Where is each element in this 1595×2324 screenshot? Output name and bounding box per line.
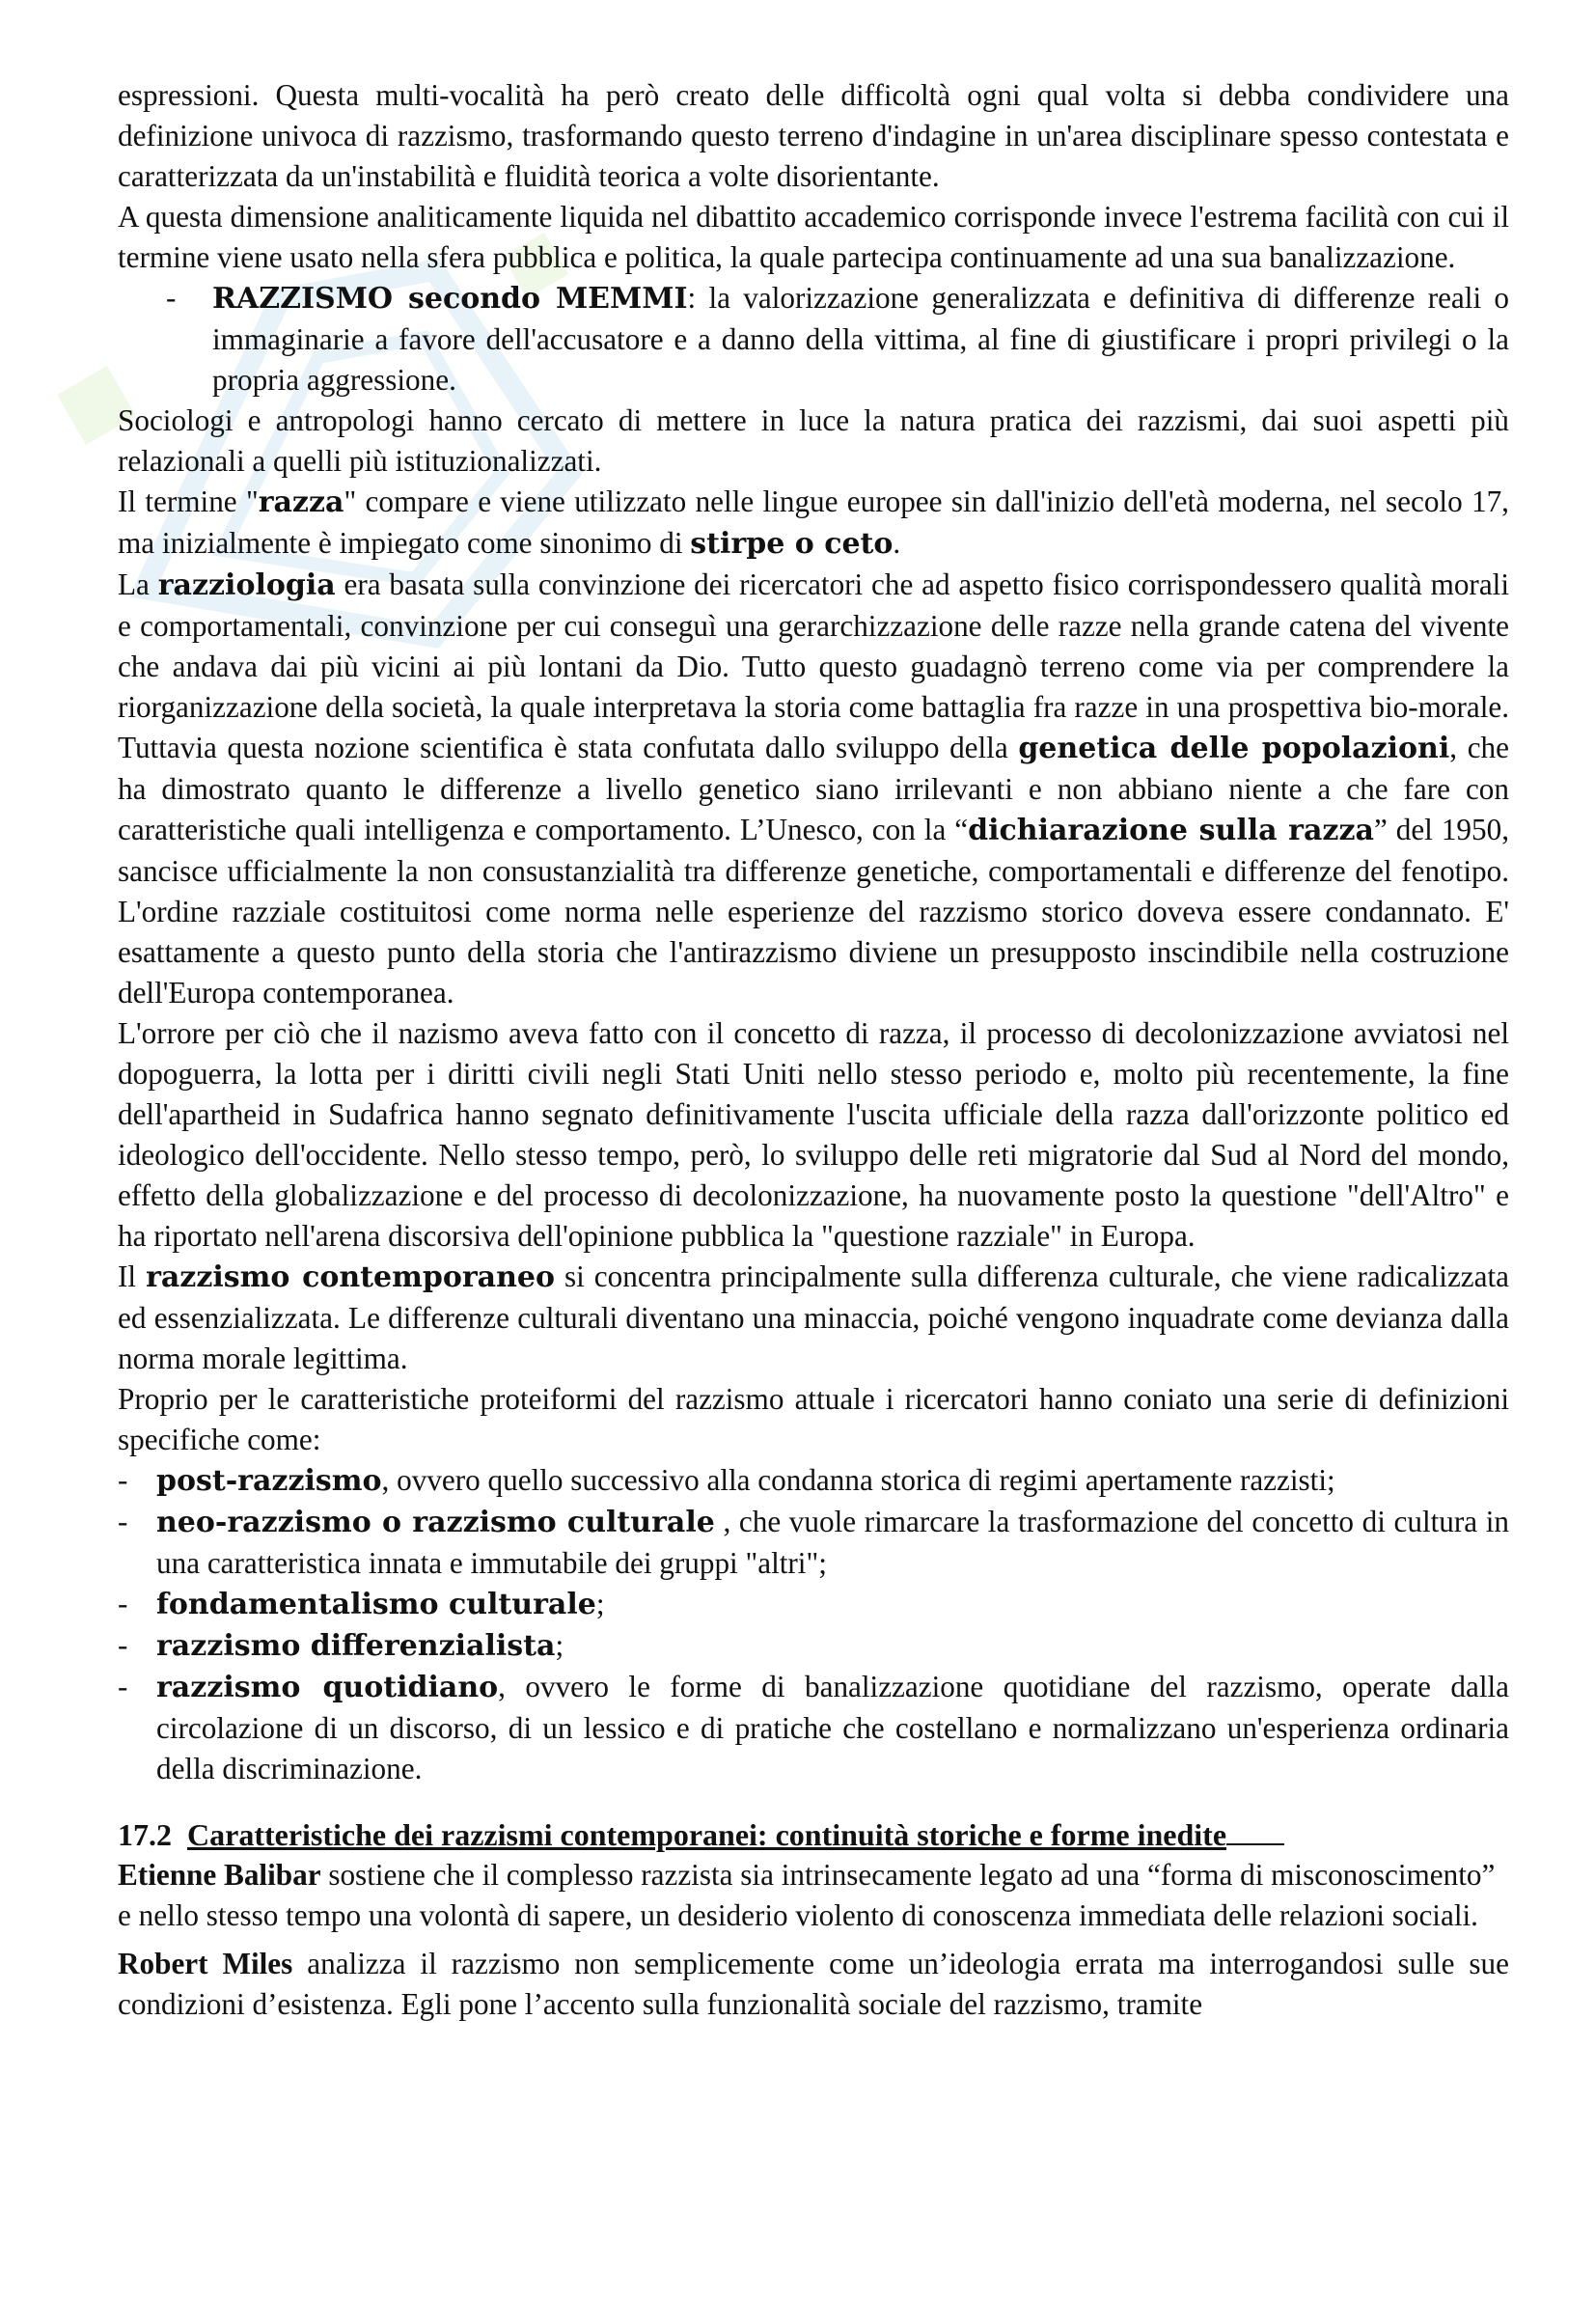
text-run: era basata sulla convinzione dei ricercatori che ad aspetto fisico corrispondessero qualità morali e comportamentali, convinzione per cui conseguì una gerarchizzazione delle razze nella grande catena del vivente che andava dai più vicini ai più lontani da Dio. Tutto questo guadagnò terreno come via per comprendere la riorganizzazione della società, la quale interpretava la storia come battaglia fra razze in una prospettiva bio-morale. Tuttavia questa nozione scientifica è stata confutata dallo sviluppo della (118, 567, 1509, 764)
paragraph-text: A questa dimensione analiticamente liquida nel dibattito accademico corrisponde invece l'estrema facilità con cui il termine viene usato nella sfera pubblica e politica, la quale partecipa continuamente ad una sua banalizzazione. (118, 200, 1509, 274)
list-item (118, 1460, 1509, 1502)
term-razza: razza (258, 485, 344, 519)
paragraph-multivocalita (118, 75, 1509, 197)
list-item (118, 1625, 1509, 1667)
list-term: razzismo quotidiano (156, 1671, 499, 1704)
term-stirpe-ceto: stirpe o ceto (690, 527, 894, 561)
paragraph-text: Proprio per le caratteristiche proteiformi del razzismo attuale i ricercatori hanno coniato una serie di definizioni specifiche come: (118, 1382, 1509, 1456)
section-number: 17.2 (118, 1817, 172, 1852)
list-dash: - (118, 1670, 128, 1703)
list-term: fondamentalismo culturale (156, 1588, 596, 1621)
text-run: La (118, 567, 158, 601)
list-item (118, 1584, 1509, 1625)
author-balibar: Etienne Balibar (118, 1858, 321, 1892)
list-term: neo-razzismo o razzismo culturale (156, 1506, 715, 1539)
paragraph-miles (118, 1944, 1509, 2025)
term-razziologia: razziologia (157, 568, 336, 602)
memmi-definition (118, 278, 1509, 401)
text-run: . (893, 526, 901, 560)
paragraph-definizioni-intro (118, 1379, 1509, 1460)
list-term: razzismo differenzialista (156, 1629, 556, 1663)
list-dash: - (166, 281, 177, 315)
section-title: Caratteristiche dei razzismi contemporanei: continuità storiche e forme inedite (187, 1817, 1227, 1852)
term-genetica-popolazioni: genetica delle popolazioni (1018, 732, 1450, 765)
list-text: ; (595, 1587, 605, 1620)
memmi-term: RAZZISMO secondo MEMMI (212, 282, 688, 316)
paragraph-dimensione-liquida (118, 197, 1509, 278)
list-item (118, 1667, 1509, 1789)
list-text: , che vuole rimarcare la trasformazione del concetto di cultura in una caratteristica innata e immutabile dei gruppi "altri"; (156, 1505, 1509, 1580)
list-text: , ovvero le forme di banalizzazione quotidiane del razzismo, operate dalla circolazione di un discorso, di un lessico e di pratiche che costellano e normalizzano un'esperienza ordinaria della discriminazione. (156, 1670, 1510, 1785)
list-item (118, 1502, 1509, 1584)
list-dash: - (118, 1587, 128, 1620)
paragraph-termine-razza (118, 482, 1509, 565)
paragraph-balibar (118, 1855, 1509, 1936)
paragraph-sociologi (118, 401, 1509, 482)
list-text: , ovvero quello successivo alla condanna storica di regimi apertamente razzisti; (381, 1463, 1335, 1497)
author-miles: Robert Miles (118, 1947, 293, 1980)
term-dichiarazione-razza: dichiarazione sulla razza (968, 814, 1374, 847)
paragraph-text: L'orrore per ciò che il nazismo aveva fatto con il concetto di razza, il processo di decolonizzazione avviatosi nel dopoguerra, la lotta per i diritti civili negli Stati Uniti nello stesso periodo e, molto più recentemente, la fine dell'apartheid in Sudafrica hanno segnato definitivamente l'uscita ufficiale della razza dall'orizzonte politico ed ideologico dell'occidente. Nello stesso tempo, però, lo sviluppo delle reti migratorie dal Sud al Nord del mondo, effetto della globalizzazione e del processo di decolonizzazione, ha nuovamente posto la questione "dell'Altro" e ha riportato nell'arena discorsiva dell'opinione pubblica la "questione razziale" in Europa. (118, 1016, 1509, 1253)
paragraph-text: espressioni. Questa multi-vocalità ha però creato delle difficoltà ogni qual volta si debba condividere una definizione univoca di razzismo, trasformando questo terreno d'indagine in un'area disciplinare spesso contestata e caratterizzata da un'instabilità e fluidità teorica a volte disorientante. (118, 78, 1509, 193)
list-dash: - (118, 1628, 128, 1662)
text-run: Il termine " (118, 484, 259, 518)
text-run: analizza il razzismo non semplicemente come un’ideologia errata ma interrogandosi sulle sue condizioni d’esistenza. Egli pone l’accento sulla funzionalità sociale del razzismo, tramite (118, 1947, 1509, 2021)
paragraph-orrore-nazismo (118, 1013, 1509, 1257)
definitions-list (118, 1460, 1509, 1789)
text-run: si concentra principalmente sulla differenza culturale, che viene radicalizzata ed essenzializzata. Le differenze culturali diventano una minaccia, poiché vengono inquadrate come devianza dalla norma morale legittima. (118, 1259, 1509, 1375)
text-run: ” del 1950, sancisce ufficialmente la non consustanzialità tra differenze genetiche, comportamentali e differenze del fenotipo. L'ordine razziale costituitosi come norma nelle esperienze del razzismo storico doveva essere condannato. E' esattamente a questo punto della storia che l'antirazzismo diviene un presupposto inscindibile nella costruzione dell'Europa contemporanea. (118, 813, 1509, 1010)
text-run: Il (118, 1259, 147, 1293)
list-term: post-razzismo (156, 1464, 382, 1498)
paragraph-text: Sociologi e antropologi hanno cercato di mettere in luce la natura pratica dei razzismi, dai suoi aspetti più relazionali a quelli più istituzionalizzati. (118, 403, 1509, 478)
list-dash: - (118, 1463, 128, 1497)
text-run: , che ha dimostrato quanto le differenze a livello genetico siano irrilevanti e non abbiano niente a che fare con caratteristiche quali intelligenza e comportamento. L’Unesco, con la “ (118, 731, 1509, 846)
document-body (118, 75, 1509, 2025)
heading-underline-tail (1226, 1814, 1284, 1845)
paragraph-razzismo-contemporaneo (118, 1257, 1509, 1379)
term-razzismo-contemporaneo: razzismo contemporaneo (146, 1260, 555, 1294)
memmi-text: : la valorizzazione generalizzata e definitiva di differenze reali o immaginarie a favore dell'accusatore e a danno della vittima, al fine di giustificare i propri privilegi o la propria aggressione. (212, 281, 1509, 397)
list-text: ; (555, 1628, 564, 1662)
list-dash: - (118, 1505, 128, 1538)
text-run: sostiene che il complesso razzista sia intrinsecamente legato ad una “forma di misconoscimento” e nello stesso tempo una volontà di sapere, un desiderio violento di conoscenza immediata delle relazioni sociali. (118, 1858, 1496, 1932)
paragraph-razziologia (118, 565, 1509, 1013)
text-run: " compare e viene utilizzato nelle lingue europee sin dall'inizio dell'età moderna, nel secolo 17, ma inizialmente è impiegato come sinonimo di (118, 484, 1509, 560)
section-heading (118, 1814, 1509, 1855)
